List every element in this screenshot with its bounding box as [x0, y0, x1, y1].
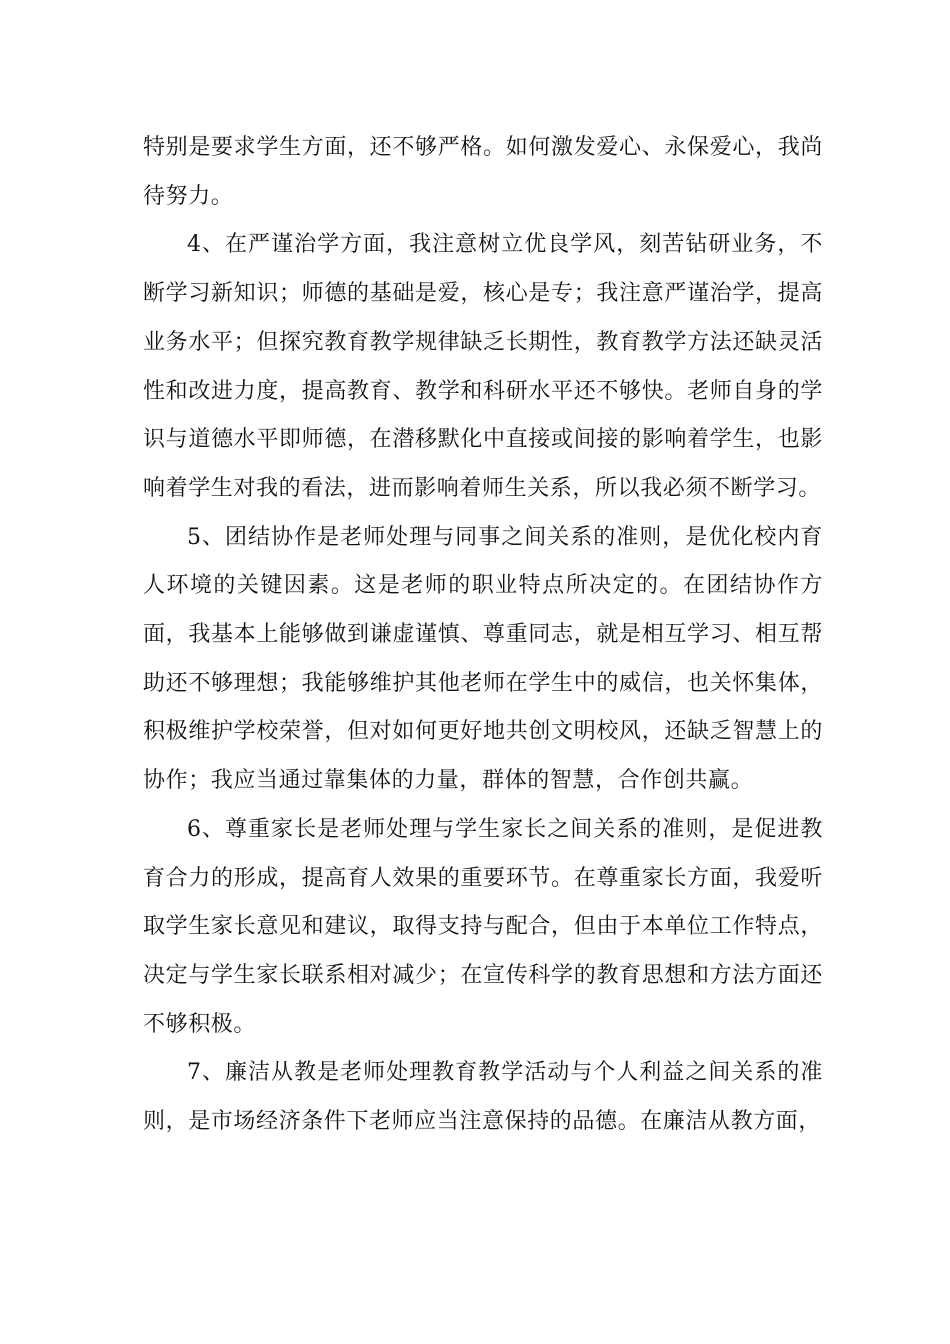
paragraph-item-5: 5、团结协作是老师处理与同事之间关系的准则，是优化校内育人环境的关键因素。这是老师的职业特点所决定的。在团结协作方面，我基本上能够做到谦虚谨慎、尊重同志，就是相互学习、相互帮助还不够理想；我能够维护其他老师在学生中的威信，也关怀集体，积极维护学校荣誉，但对如何更好地共创文明校风，还缺乏智慧上的协作；我应当通过靠集体的力量，群体的智慧，合作创共赢。 — [143, 524, 823, 794]
paragraph-item-7: 7、廉洁从教是老师处理教育教学活动与个人利益之间关系的准则，是市场经济条件下老师应当注意保持的品德。在廉洁从教方面， — [143, 1060, 823, 1135]
paragraph-item-6: 6、尊重家长是老师处理与学生家长之间关系的准则，是促进教育合力的形成，提高育人效果的重要环节。在尊重家长方面，我爱听取学生家长意见和建议，取得支持与配合，但由于本单位工作特点，决定与学生家长联系相对减少；在宣传科学的教育思想和方法方面还不够积极。 — [143, 816, 823, 1037]
paragraph-continuation: 特别是要求学生方面，还不够严格。如何激发爱心、永保爱心，我尚待努力。 — [143, 135, 823, 209]
paragraph-item-4: 4、在严谨治学方面，我注意树立优良学风，刻苦钻研业务，不断学习新知识；师德的基础是爱，核心是专；我注意严谨治学，提高业务水平；但探究教育教学规律缺乏长期性，教育教学方法还缺灵活性和改进力度，提高教育、教学和科研水平还不够快。老师自身的学识与道德水平即师德，在潜移默化中直接或间接的影响着学生，也影响着学生对我的看法，进而影响着师生关系，所以我必须不断学习。 — [143, 232, 823, 501]
document-body — [143, 124, 823, 1147]
